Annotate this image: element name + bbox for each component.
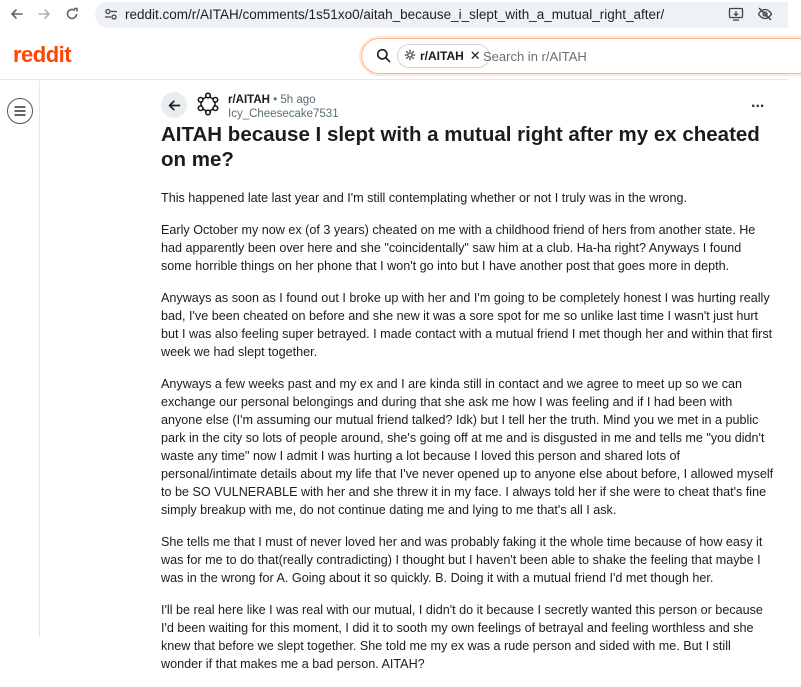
subreddit-avatar-icon[interactable] [196,92,220,116]
left-rail [0,81,40,637]
post-paragraph: I'll be real here like I was real with our mutual, I didn't do it because I secretly wanted this person or because I'd been waiting for this moment, I did it to sooth my own feelings of betrayal and feeling worthless and she knew that before we slept together. She told me my ex was a rude person and sided with me. But I still wonder if that makes me a bad person. AITAH? [161,603,763,671]
install-app-icon[interactable] [728,6,744,27]
chip-close-icon[interactable]: ✕ [469,48,481,63]
url-text[interactable]: reddit.com/r/AITAH/comments/1s51xo0/aitah_because_i_slept_with_a_mutual_right_after/ [125,7,665,22]
post-time: 5h ago [280,94,316,106]
site-settings-icon[interactable] [104,7,118,26]
post-paragraph: She tells me that I must of never loved her and was probably faking it the whole time because of how easy it was for me to do that(really contradicting) I thought but I haven't been able to shake the feeling that maybe I was in the wrong for A. Going about it so quickly. B. Doing it with a mutual friend I'd met though her. [161,535,763,585]
post-paragraph: Anyways as soon as I found out I broke up with her and I'm going to be completely honest I was hurting really bad, I've been cheated on before and she new it was a sore spot for me so unlike last time I wasn't just hurt but I was also feeling super betrayed. I made contact with a mutual friend I met though her and within that first week we had slept together. [161,291,773,359]
author-link[interactable]: Icy_Cheesecake7531 [228,108,339,120]
back-arrow-icon[interactable] [8,5,26,23]
more-options-button[interactable]: ... [751,94,765,111]
post-paragraph: Early October my now ex (of 3 years) cheated on me with a childhood friend of hers from another state. He had apparently been over here and she "coincidentally" saw him at a club. Ha-ha right? Anyways I found some horrible things on her phone that I won't go into but I have another post that goes more in depth. [161,223,756,273]
search-icon [376,48,391,68]
post-meta [228,93,339,121]
post-paragraph: Anyways a few weeks past and my ex and I are kinda still in contact and we agree to meet up so we can exchange our personal belongings and during that she ask me how I was feeling and if I had been with anyone else (I'm assuming our mutual friend talked? Idk) but I tell her the truth. Mind you we met in a public park in the city so lots of people around, she's going off at me and is disgusted in me and tells me "you didn't waste any time" now I admit I was hurting a lot because I loved this person and shared lots of personal/intimate details about my life that I've never opened up to anyone else about before, I allowed myself to be SO VULNERABLE with her and she threw it in my face. I always told her if she were to cheat that's fine simply breakup with me, do not continue dating me and lying to me that's all I ask. [161,377,774,517]
search-bar[interactable] [361,38,801,74]
reload-icon[interactable] [63,5,81,23]
subreddit-link[interactable]: r/AITAH [228,94,270,106]
eye-slash-icon[interactable] [757,6,773,27]
subreddit-filter-chip[interactable] [397,44,490,68]
subreddit-gear-icon [404,49,416,64]
post-paragraph: This happened late last year and I'm still contemplating whether or not I truly was in the wrong. [161,191,688,205]
search-input[interactable]: Search in r/AITAH [483,49,587,64]
reddit-header [0,30,788,80]
post-body [161,189,775,687]
menu-toggle-button[interactable] [7,98,33,124]
browser-toolbar [0,0,788,30]
forward-arrow-icon[interactable] [35,5,53,23]
post-title: AITAH because I slept with a mutual right after my ex cheated on me? [161,123,760,171]
chip-label: r/AITAH [420,49,464,63]
back-arrow-icon [168,99,181,112]
reddit-logo[interactable]: reddit [13,42,72,67]
hamburger-icon [14,106,26,116]
back-button[interactable] [161,92,187,118]
address-bar[interactable] [95,2,788,28]
meta-separator: • [273,94,278,106]
